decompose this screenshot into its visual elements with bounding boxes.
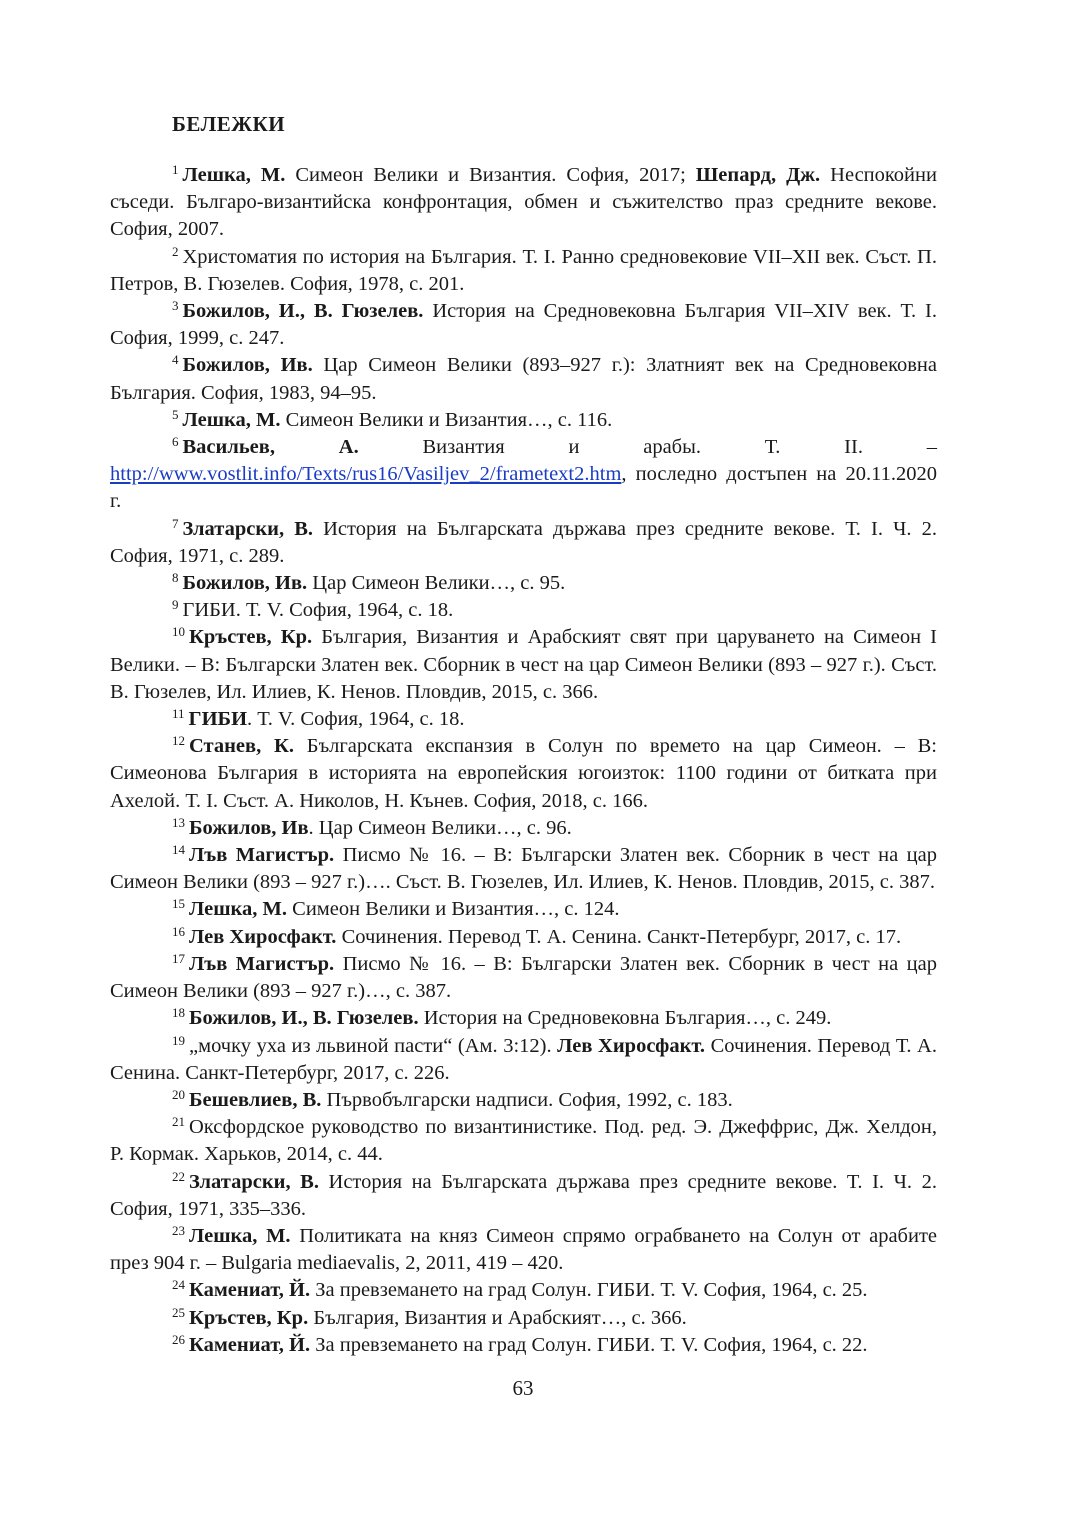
footnote (110, 352, 937, 406)
footnote-author: Божилов, Ив. (182, 572, 308, 595)
footnote-author: Божилов, И., В. Гюзелев. (189, 1007, 419, 1030)
footnote-text: История на Българската държава през средните векове. Т. I. Ч. 2. София, 1971, 335–336. (110, 1170, 937, 1220)
footnote-link[interactable]: http://www.vostlit.info/Texts/rus16/Vasiljev_2/frametext2.htm (110, 463, 622, 486)
footnote-author: Кръстев, Кр. (189, 626, 313, 649)
footnote-number: 25 (172, 1304, 185, 1320)
footnote-text: Писмо № 16. – В: Български Златен век. Сборник в чест на цар Симеон Велики (893 – 927 г.)…, с. 387. (110, 952, 937, 1003)
footnote-text: Цар Симеон Велики…, с. 95. (307, 572, 566, 595)
footnote-number: 15 (172, 896, 185, 912)
footnote-text: Симеон Велики и Византия. София, 2017; (285, 164, 696, 186)
footnote-text: За превземането на град Солун. ГИБИ. Т. V. София, 1964, с. 22. (310, 1333, 868, 1356)
footnote-author: Лъв Магистър. (189, 844, 335, 867)
footnote (110, 570, 937, 597)
footnote-text: Сочинения. Перевод Т. А. Сенина. Санкт-Петербург, 2017, с. 226. (110, 1034, 937, 1084)
footnote-author: Шепард, Дж. (695, 164, 821, 186)
footnote-number: 19 (172, 1032, 185, 1048)
footnote-number: 11 (172, 706, 185, 722)
footnote-author: Божилов, Ив. (182, 354, 313, 377)
footnote (110, 842, 937, 896)
footnote-text: България, Византия и Арабският…, с. 366. (308, 1306, 687, 1329)
footnote (110, 597, 937, 624)
footnote-text: Българската експанзия в Солун по времето на цар Симеон. – В: Симеонова България в историята на европейския югоизток: 1100 години от битката при Ахелой. Т. I. Съст. А. Николов, Н. Кънев. София, 2018, с. 166. (110, 735, 938, 812)
footnote-number: 9 (172, 597, 179, 613)
footnote-number: 13 (172, 814, 185, 830)
footnote (110, 815, 937, 842)
footnote-text: Писмо № 16. – В: Български Златен век. Сборник в чест на цар Симеон Велики (893 – 927 г.)…. Съст. В. Гюзелев, Ил. Илиев, К. Ненов. Пловдив, 2015, с. 387. (110, 844, 937, 894)
footnote (110, 1005, 937, 1032)
footnote (110, 162, 937, 244)
footnote-text: Оксфордское руководство по византинистике. Под. ред. Э. Джеффрис, Дж. Хелдон, Р. Кормак. Харьков, 2014, с. 44. (110, 1116, 937, 1166)
footnote-author: Камениат, Й. (189, 1279, 311, 1302)
footnote (110, 624, 937, 706)
footnote-text: Първобългарски надписи. София, 1992, с. 183. (321, 1088, 733, 1111)
footnote-text: Христоматия по история на България. Т. I. Ранно средновековие VII–XII век. Съст. П. Петров, В. Гюзелев. София, 1978, с. 201. (110, 245, 937, 295)
footnote-number: 26 (172, 1331, 185, 1347)
notes-heading: БЕЛЕЖКИ (172, 112, 286, 136)
footnote (110, 434, 937, 516)
footnote-text: . Т. V. София, 1964, с. 18. (247, 708, 465, 731)
footnote-text: Симеон Велики и Византия…, с. 116. (280, 408, 613, 431)
footnote (110, 706, 937, 733)
footnote (110, 733, 937, 815)
footnote-author: Лешка, М. (189, 1224, 291, 1247)
footnote (110, 1223, 937, 1277)
footnote-number: 8 (172, 570, 179, 586)
footnote (110, 1114, 937, 1168)
footnote-number: 23 (172, 1222, 185, 1238)
footnote-text: Византия и арабы. Т. II. – (358, 436, 937, 459)
footnote-author: Лъв Магистър. (189, 952, 335, 975)
footnote-number: 12 (172, 733, 185, 749)
footnote-author: Лев Хиросфакт. (189, 925, 337, 948)
footnote-author: Златарски, В. (189, 1170, 319, 1193)
page-number: 63 (512, 1376, 534, 1400)
footnote-text: Политиката на княз Симеон спрямо ограбването на Солун от арабите през 904 г. – Bulgaria mediaevalis, 2, 2011, 419 – 420. (110, 1224, 937, 1275)
footnote-number: 18 (172, 1005, 185, 1021)
footnote-text: . Цар Симеон Велики…, с. 96. (308, 816, 572, 839)
footnote (110, 951, 937, 1005)
footnote-number: 22 (172, 1168, 185, 1184)
footnote (110, 1087, 937, 1114)
footnote (110, 516, 937, 570)
footnote-text: История на Средновековна България VII–XIV век. Т. I. София, 1999, с. 247. (110, 300, 937, 350)
footnote-number: 6 (172, 434, 179, 450)
footnote-text: „мочку уха из львиной пасти“ (Ам. 3:12). (189, 1034, 558, 1057)
footnote (110, 244, 937, 298)
footnote-number: 17 (172, 950, 185, 966)
footnote-text: Сочинения. Перевод Т. А. Сенина. Санкт-Петербург, 2017, с. 17. (336, 925, 902, 948)
footnote (110, 924, 937, 951)
footnote (110, 407, 937, 434)
footnote-number: 16 (172, 923, 185, 939)
footnote-number: 5 (172, 406, 179, 422)
footnote (110, 896, 937, 923)
footnotes-list (110, 162, 937, 1359)
footnote-text: България, Византия и Арабският свят при царуването на Симеон I Велики. – В: Български Златен век. Сборник в чест на цар Симеон Велики (893 – 927 г.). Съст. В. Гюзелев, Ил. Илиев, К. Ненов. Пловдив, 2015, с. 366. (110, 626, 937, 703)
footnote-author: Станев, К. (189, 735, 294, 758)
footnote-text: Цар Симеон Велики (893–927 г.): Златният век на Средновековна България. София, 1983, 94–95. (110, 354, 937, 404)
footnote-author: Лешка, М. (189, 898, 288, 921)
footnote (110, 1277, 937, 1304)
footnote-text: , последно достъпен на 20.11.2020 г. (110, 463, 937, 513)
footnote (110, 1332, 937, 1359)
footnote-text: История на Средновековна България…, с. 249. (418, 1007, 832, 1030)
footnote (110, 298, 937, 352)
footnote-text: Симеон Велики и Византия…, с. 124. (287, 898, 620, 921)
footnote-number: 2 (172, 243, 179, 259)
footnote-number: 3 (172, 298, 179, 314)
footnote-author: Камениат, Й. (189, 1333, 311, 1356)
footnote-number: 7 (172, 515, 179, 531)
footnote-text: ГИБИ. Т. V. София, 1964, с. 18. (182, 599, 454, 622)
footnote-author: Лешка, М. (182, 408, 281, 431)
footnote-author: Божилов, И., В. Гюзелев. (182, 300, 424, 323)
footnote-number: 4 (172, 352, 179, 368)
footnote-number: 20 (172, 1086, 185, 1102)
footnote-author: Божилов, Ив (189, 816, 309, 839)
footnote (110, 1033, 937, 1087)
footnote-author: Лешка, М. (182, 164, 286, 186)
footnote-number: 10 (172, 624, 185, 640)
footnote-number: 24 (172, 1277, 185, 1293)
footnote-text: История на Българската държава през средните векове. Т. I. Ч. 2. София, 1971, с. 289. (110, 517, 937, 567)
footnote-author: Лев Хиросфакт. (557, 1034, 706, 1057)
footnote-author: Бешевлиев, В. (189, 1088, 322, 1111)
footnote-author: Златарски, В. (182, 517, 313, 540)
footnote (110, 1305, 937, 1332)
footnote-number: 21 (172, 1114, 185, 1130)
footnote-author: ГИБИ (188, 708, 248, 731)
footnote-author: Васильев, А. (182, 436, 359, 459)
footnote-text: За превземането на град Солун. ГИБИ. Т. V. София, 1964, с. 25. (310, 1279, 868, 1302)
footnote-number: 1 (172, 162, 179, 177)
footnote-number: 14 (172, 842, 185, 858)
footnote (110, 1169, 937, 1223)
footnote-author: Кръстев, Кр. (189, 1306, 309, 1329)
footnote-text: Неспокойни съседи. Българо-византийска конфронтация, обмен и съжителство праз средните векове. София, 2007. (110, 164, 937, 241)
